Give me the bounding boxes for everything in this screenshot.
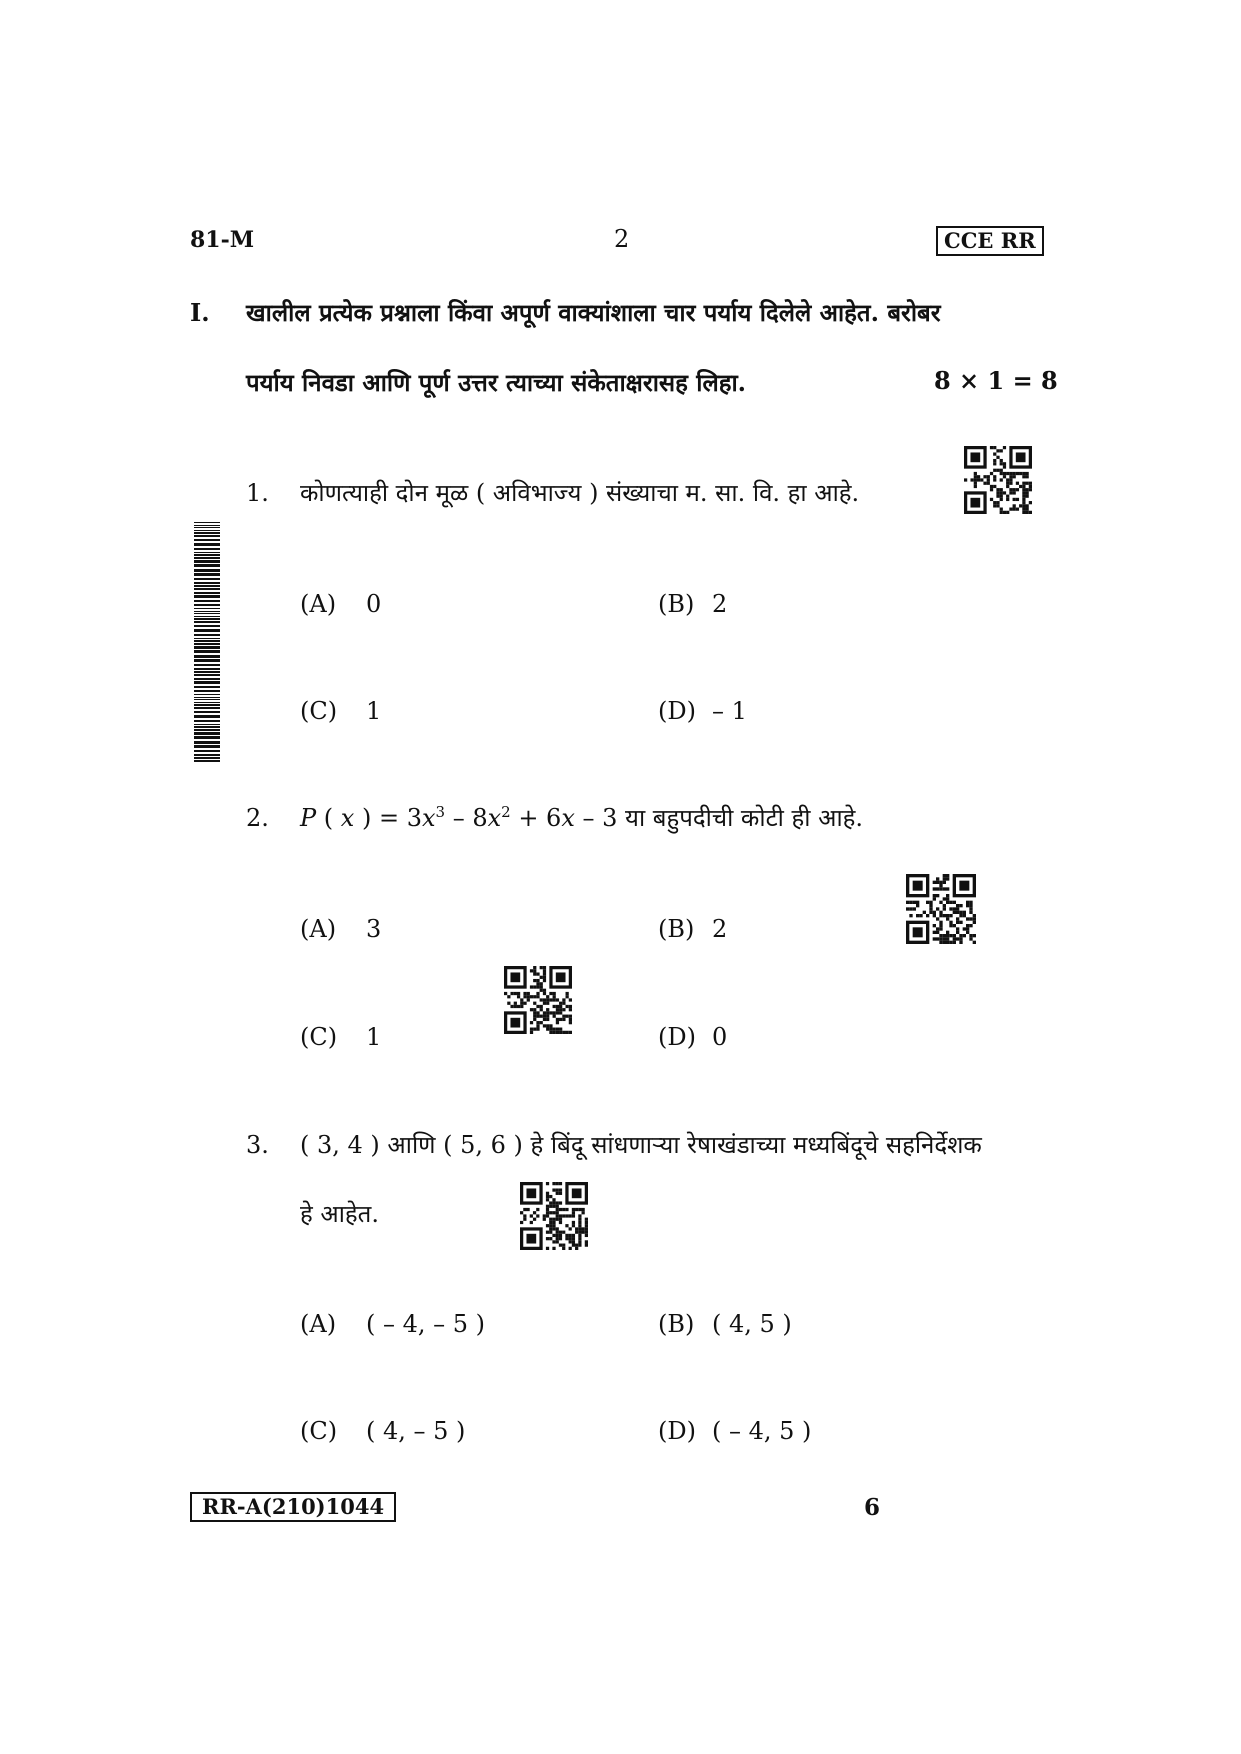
q3-option-c-value: ( 4, – 5 )	[366, 1417, 466, 1445]
q2-option-d-label: (D)	[658, 1023, 696, 1051]
section-instruction-line1: खालील प्रत्येक प्रश्नाला किंवा अपूर्ण वाक्यांशाला चार पर्याय दिलेले आहेत. बरोबर	[246, 298, 941, 327]
q3-option-a-label: (A)	[300, 1310, 337, 1338]
question-1-text: कोणत्याही दोन मूळ ( अविभाज्य ) संख्याचा म. सा. वि. हा आहे.	[300, 479, 860, 507]
page-number: 2	[614, 225, 630, 253]
q2-option-a-label: (A)	[300, 915, 337, 943]
q1-option-c-value: 1	[366, 697, 382, 725]
q2-option-b-value: 2	[712, 915, 728, 943]
question-1-number: 1.	[246, 479, 269, 507]
qr-code-icon	[504, 966, 572, 1034]
question-3-text-line2: हे आहेत.	[300, 1200, 379, 1228]
question-3-number: 3.	[246, 1131, 269, 1159]
q3-option-a-value: ( – 4, – 5 )	[366, 1310, 486, 1338]
qr-code-icon	[520, 1182, 588, 1250]
question-2-number: 2.	[246, 804, 269, 832]
section-number: I.	[190, 298, 210, 327]
q1-option-b-value: 2	[712, 590, 728, 618]
qr-code-icon	[906, 874, 976, 944]
q3-option-c-label: (C)	[300, 1417, 338, 1445]
q2-option-c-value: 1	[366, 1023, 382, 1051]
q1-option-c-label: (C)	[300, 697, 338, 725]
q1-option-d-label: (D)	[658, 697, 696, 725]
q3-option-d-value: ( – 4, 5 )	[712, 1417, 812, 1445]
q1-option-b-label: (B)	[658, 590, 695, 618]
q2-option-c-label: (C)	[300, 1023, 338, 1051]
q1-option-a-value: 0	[366, 590, 382, 618]
series-badge: CCE RR	[936, 226, 1044, 256]
q3-option-b-label: (B)	[658, 1310, 695, 1338]
q3-option-d-label: (D)	[658, 1417, 696, 1445]
paper-code: 81-M	[190, 227, 255, 253]
q2-option-d-value: 0	[712, 1023, 728, 1051]
question-2-text: P ( x ) = $3x^3 - 8x^2 + 6x - 3$ या बहुपदीची कोटी ही आहे.	[300, 803, 863, 832]
qr-code-icon	[964, 446, 1032, 514]
footer-code-badge: RR-A(210)1044	[190, 1492, 396, 1522]
question-3-text-line1: ( 3, 4 ) आणि ( 5, 6 ) हे बिंदू सांधणाऱ्या रेषाखंडाच्या मध्यबिंदूचे सहनिर्देशक	[300, 1131, 982, 1159]
section-instruction-line2: पर्याय निवडा आणि पूर्ण उत्तर त्याच्या संकेताक्षरासह लिहा.	[246, 368, 747, 397]
q3-option-b-value: ( 4, 5 )	[712, 1310, 792, 1338]
section-marks: 8 × 1 = 8	[934, 366, 1058, 395]
footer-sheet-number: 6	[864, 1494, 881, 1521]
q1-option-a-label: (A)	[300, 590, 337, 618]
barcode-image	[194, 522, 220, 762]
q2-option-a-value: 3	[366, 915, 382, 943]
question-2-text-suffix: या बहुपदीची कोटी ही आहे.	[625, 804, 863, 832]
q2-option-b-label: (B)	[658, 915, 695, 943]
q1-option-d-value: – 1	[712, 697, 747, 725]
